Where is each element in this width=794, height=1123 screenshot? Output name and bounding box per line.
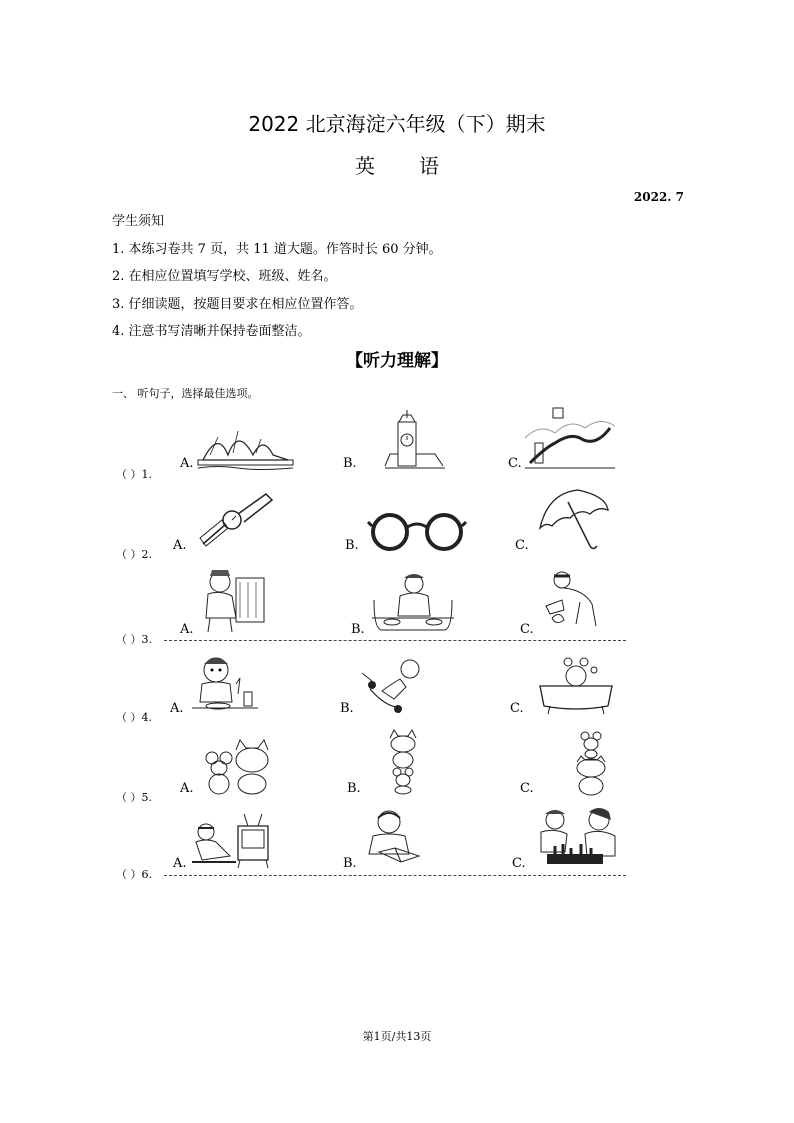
option-c: C. <box>520 781 534 796</box>
breakfast-boy-picture <box>192 654 258 716</box>
option-b: B. <box>343 856 357 871</box>
great-wall-picture <box>525 408 615 470</box>
subject-title <box>0 150 794 179</box>
option-a: A. <box>180 456 194 471</box>
opera-house-picture <box>198 425 293 470</box>
exam-date: 2022. 7 <box>633 190 684 204</box>
wristwatch-picture <box>198 492 273 547</box>
option-c: C. <box>510 701 524 716</box>
glasses-picture <box>368 512 466 552</box>
cat-mouse-picture <box>386 730 420 794</box>
tv-boy-picture <box>192 812 272 870</box>
question-label: （ ）3. <box>116 633 152 646</box>
subject-char: 英 <box>355 154 375 178</box>
dishes-boy-picture <box>372 570 454 634</box>
bath-boy-picture <box>538 656 614 716</box>
option-c: C. <box>515 538 529 553</box>
question-label: （ ）4. <box>116 711 152 724</box>
question-label: （ ）5. <box>116 791 152 804</box>
question-label: （ ）2. <box>116 548 152 561</box>
trash-boy-picture <box>200 568 270 634</box>
notes-item: 2. 在相应位置填写学校、班级、姓名。 <box>112 269 337 284</box>
notes-item: 3. 仔细读题，按题目要求在相应位置作答。 <box>112 296 363 312</box>
option-b: B. <box>347 781 361 796</box>
notes-item: 1. 本练习卷共 7 页，共 11 道大题。作答时长 60 分钟。 <box>112 241 442 257</box>
option-c: C. <box>520 622 534 637</box>
exam-title: 2022 北京海淀六年级（下）期末 <box>248 112 546 136</box>
mouse-cat-picture <box>200 738 276 796</box>
option-a: A. <box>173 538 187 553</box>
question-label: （ ）1. <box>116 468 152 481</box>
page-footer: 第1页/共13页 <box>362 1030 432 1043</box>
big-ben-picture <box>385 410 445 470</box>
answer-rule <box>164 875 626 876</box>
option-b: B. <box>345 538 359 553</box>
section-instruction: 一、 听句子，选择最佳选项。 <box>112 387 259 400</box>
chess-players-picture <box>535 806 619 870</box>
question-label: （ ）6. <box>116 868 152 881</box>
option-a: A. <box>180 622 194 637</box>
option-b: B. <box>343 456 357 471</box>
mouse-on-cat-picture <box>573 730 609 796</box>
option-a: A. <box>170 701 184 716</box>
watering-boy-picture <box>540 570 602 632</box>
notes-heading: 学生须知 <box>112 214 165 229</box>
student-notes <box>112 208 442 346</box>
umbrella-picture <box>538 488 610 552</box>
notes-item: 4. 注意书写清晰并保持卷面整洁。 <box>112 324 311 339</box>
option-c: C. <box>508 456 522 471</box>
answer-rule <box>164 640 626 641</box>
option-c: C. <box>512 856 526 871</box>
option-a: A. <box>180 781 194 796</box>
reading-boy-picture <box>365 808 423 864</box>
option-b: B. <box>351 622 365 637</box>
option-b: B. <box>340 701 354 716</box>
bike-boy-picture <box>360 655 428 715</box>
option-a: A. <box>173 856 187 871</box>
section-title: 【听力理解】 <box>346 351 448 371</box>
subject-char: 语 <box>419 154 439 178</box>
